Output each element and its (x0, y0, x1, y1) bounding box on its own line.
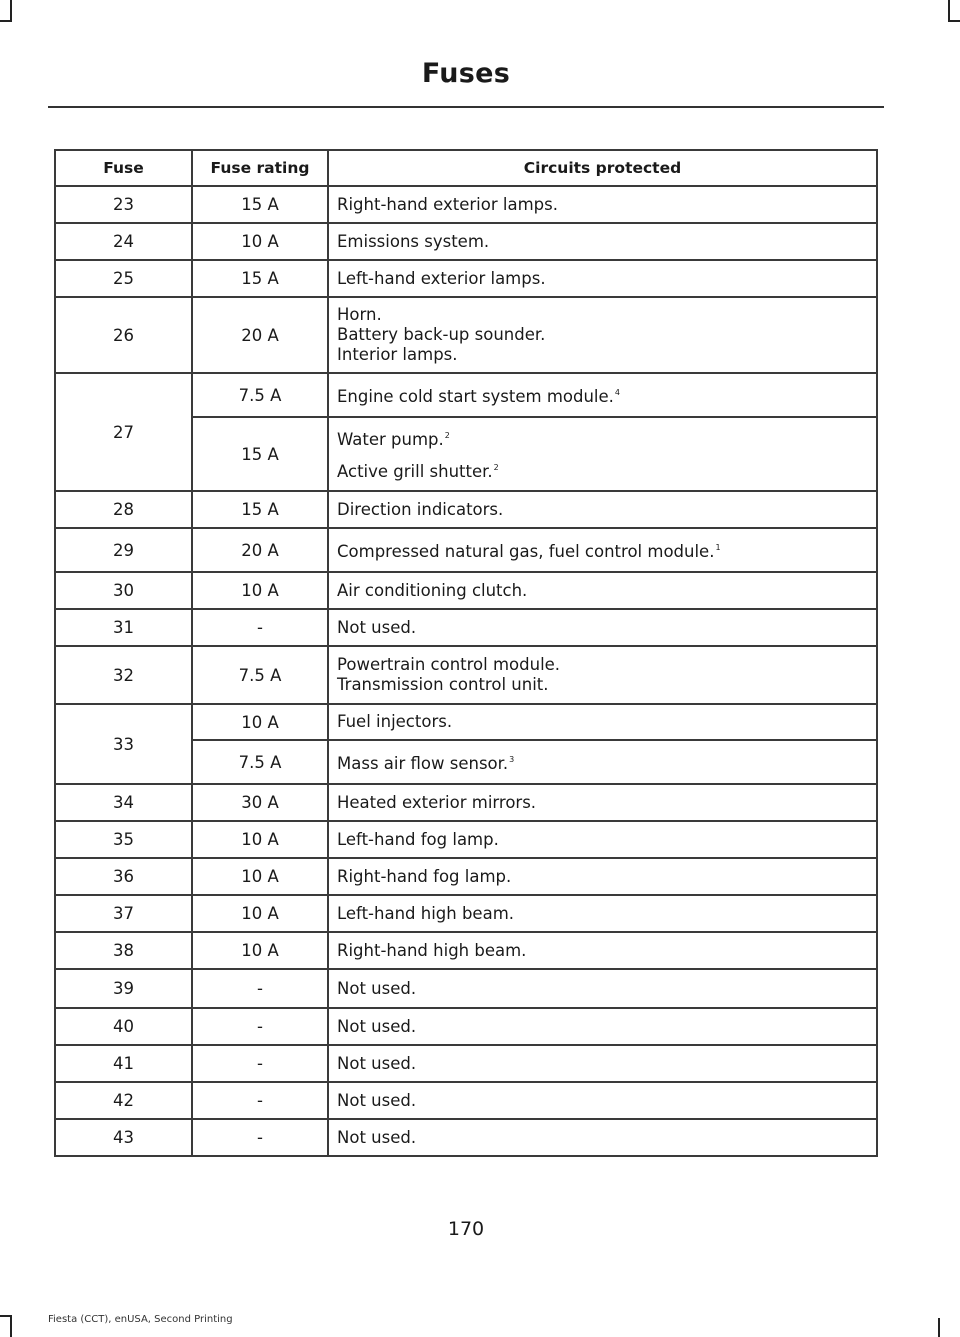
crop-mark-top-right-h (948, 20, 960, 22)
crop-mark-bottom-right-v (938, 1318, 940, 1337)
circuit-line: Transmission control unit. (337, 675, 549, 694)
fuse-rating: 10 A (192, 858, 328, 895)
fuse-number: 35 (55, 821, 192, 858)
circuit-description: Left-hand exterior lamps. (328, 260, 877, 297)
fuse-number: 36 (55, 858, 192, 895)
table-row (55, 491, 877, 528)
table-row (55, 646, 877, 704)
fuse-number: 32 (55, 646, 192, 704)
table-row (55, 528, 877, 572)
table-row (55, 572, 877, 609)
fuse-rating: 10 A (192, 704, 328, 740)
crop-mark-top-left-v (10, 0, 12, 22)
circuit-description: Right-hand fog lamp. (328, 858, 877, 895)
fuse-number: 31 (55, 609, 192, 646)
circuit-description (328, 417, 877, 491)
footnote-ref: 2 (444, 431, 450, 440)
circuit-description: Not used. (328, 609, 877, 646)
circuit-line: Horn. (337, 305, 382, 324)
fuse-table (54, 149, 878, 1157)
footnote-ref: 4 (614, 388, 621, 397)
fuse-rating: - (192, 969, 328, 1008)
table-row (55, 858, 877, 895)
circuit-description: Heated exterior mirrors. (328, 784, 877, 821)
fuse-number: 41 (55, 1045, 192, 1082)
circuit-text: Compressed natural gas, fuel control module. (337, 542, 715, 561)
circuit-description: Not used. (328, 1008, 877, 1045)
circuit-description: Not used. (328, 1082, 877, 1119)
fuse-number: 23 (55, 186, 192, 223)
crop-mark-top-left-h (0, 20, 12, 22)
fuse-rating: 15 A (192, 417, 328, 491)
fuse-number: 37 (55, 895, 192, 932)
circuit-line: Powertrain control module. (337, 655, 561, 674)
circuit-text: Water pump. (337, 430, 444, 449)
fuse-rating: 10 A (192, 895, 328, 932)
page-number: 170 (447, 1218, 485, 1240)
footnote-ref: 1 (715, 543, 721, 552)
table-row (55, 373, 877, 417)
fuse-number: 25 (55, 260, 192, 297)
header-fuse: Fuse (55, 150, 192, 186)
table-row (55, 1119, 877, 1156)
fuse-rating: - (192, 1045, 328, 1082)
table-row (55, 1082, 877, 1119)
circuit-line: Interior lamps. (337, 345, 458, 364)
table-row (55, 260, 877, 297)
table-row (55, 895, 877, 932)
header-fuse-rating: Fuse rating (192, 150, 328, 186)
fuse-number: 27 (55, 373, 192, 491)
circuit-paragraph (337, 426, 876, 450)
table-row (55, 297, 877, 373)
fuse-number: 40 (55, 1008, 192, 1045)
fuse-number: 38 (55, 932, 192, 969)
circuit-description (328, 528, 877, 572)
circuit-text: Active grill shutter. (337, 462, 493, 481)
table-row (55, 821, 877, 858)
fuse-number: 24 (55, 223, 192, 260)
footnote-ref: 2 (493, 463, 499, 472)
table-row (55, 186, 877, 223)
fuse-rating: 10 A (192, 572, 328, 609)
fuse-number: 34 (55, 784, 192, 821)
circuit-description: Left-hand fog lamp. (328, 821, 877, 858)
table-row (55, 1008, 877, 1045)
table-row (55, 704, 877, 740)
fuse-rating: 30 A (192, 784, 328, 821)
fuse-rating: 10 A (192, 821, 328, 858)
fuse-rating: 7.5 A (192, 646, 328, 704)
table-row (55, 223, 877, 260)
table-header-row (55, 150, 877, 186)
table-row (55, 969, 877, 1008)
page-title: Fuses (421, 58, 511, 89)
circuit-description (328, 297, 877, 373)
fuse-number: 26 (55, 297, 192, 373)
fuse-number: 42 (55, 1082, 192, 1119)
table-row (55, 784, 877, 821)
fuse-rating: 15 A (192, 186, 328, 223)
circuit-description: Fuel injectors. (328, 704, 877, 740)
circuit-description: Right-hand high beam. (328, 932, 877, 969)
circuit-description (328, 740, 877, 784)
fuse-rating: - (192, 1008, 328, 1045)
table-row (55, 1045, 877, 1082)
fuse-rating: 15 A (192, 491, 328, 528)
circuit-description: Not used. (328, 1045, 877, 1082)
table-row (55, 609, 877, 646)
fuse-rating: 20 A (192, 528, 328, 572)
fuse-rating: 20 A (192, 297, 328, 373)
crop-mark-top-right-v (948, 0, 950, 22)
circuit-description: Air conditioning clutch. (328, 572, 877, 609)
fuse-rating: 10 A (192, 223, 328, 260)
circuit-line: Battery back-up sounder. (337, 325, 546, 344)
crop-mark-bottom-left-h (0, 1315, 12, 1317)
fuse-rating: 7.5 A (192, 373, 328, 417)
circuit-description: Left-hand high beam. (328, 895, 877, 932)
fuse-rating: 7.5 A (192, 740, 328, 784)
fuse-rating: - (192, 609, 328, 646)
fuse-number: 30 (55, 572, 192, 609)
circuit-text: Engine cold start system module. (337, 387, 614, 406)
fuse-rating: 10 A (192, 932, 328, 969)
fuse-number: 33 (55, 704, 192, 784)
circuit-description (328, 646, 877, 704)
circuit-description: Not used. (328, 1119, 877, 1156)
circuit-description: Right-hand exterior lamps. (328, 186, 877, 223)
fuse-rating: 15 A (192, 260, 328, 297)
fuse-number: 28 (55, 491, 192, 528)
fuse-number: 43 (55, 1119, 192, 1156)
crop-mark-bottom-left-v (10, 1315, 12, 1337)
circuit-description: Direction indicators. (328, 491, 877, 528)
table-row (55, 932, 877, 969)
fuse-rating: - (192, 1119, 328, 1156)
circuit-text: Mass air flow sensor. (337, 754, 509, 773)
header-circuits-protected: Circuits protected (328, 150, 877, 186)
fuse-rating: - (192, 1082, 328, 1119)
footnote-ref: 3 (509, 755, 515, 764)
circuit-paragraph (337, 458, 876, 482)
title-rule (48, 106, 884, 108)
circuit-description: Not used. (328, 969, 877, 1008)
circuit-description: Emissions system. (328, 223, 877, 260)
fuse-number: 29 (55, 528, 192, 572)
circuit-description (328, 373, 877, 417)
fuse-number: 39 (55, 969, 192, 1008)
page-footer: Fiesta (CCT), enUSA, Second Printing (48, 1314, 233, 1325)
